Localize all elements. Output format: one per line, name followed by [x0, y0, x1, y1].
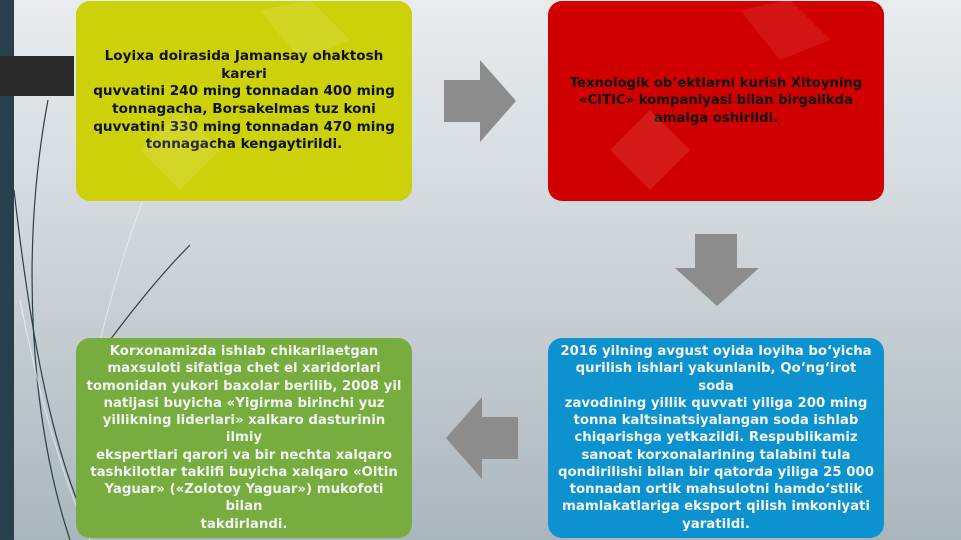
step-3-text: 2016 yilning avgust oyida loyiha bo‘yicha qurilish ishlari yakunlanib, Qo‘ng‘irot soda zavodining yillik quvvati yiliga 200 ming tonna kaltsinatsiyalangan soda ishlab chiqarishga yetkazildi. Respublikamiz sanoat korxonalarining talabini tula qondirilishi bilan bir qatorda yiliga 25 000 tonnadan ortik mahsulotni hamdo‘stlik mamlakatlariga eksport qilish imkoniyati yaratildi. — [558, 343, 874, 532]
step-4-box — [76, 338, 412, 538]
step-2-text: Texnologik ob’ektlarni kurish Xitoyning «CITIC» kompaniyasi bilan birgalikda amalga oshirildi. — [569, 76, 863, 126]
arrow-left-icon — [446, 397, 518, 479]
step-3-box — [548, 338, 884, 538]
step-4-text: Korxonamizda ishlab chikarilaetgan maxsuloti sifatiga chet el xaridorlari tomonidan yukori baxolar berilib, 2008 yil natijasi buyicha «Yigirma birinchi yuz yillikning liderlari» xalkaro dasturinin ilmiy ekspertlari qarori va bir nechta xalqaro tashkilotlar taklifi buyicha xalqaro «Oltin Yaguar» («Zolotoy Yaguar») mukofoti bilan takdirlandi. — [86, 343, 402, 532]
arrow-right-icon — [444, 60, 516, 142]
slide-tab — [0, 56, 74, 96]
step-1-box — [76, 1, 412, 201]
step-2-box — [548, 1, 884, 201]
arrow-down-icon — [675, 234, 759, 306]
step-1-text: Loyixa doirasida Jamansay ohaktosh kareri quvvatini 240 ming tonnadan 400 ming tonnagacha, Borsakelmas tuz koni quvvatini 330 ming tonnadan 470 ming tonnagacha kengaytirildi. — [93, 47, 395, 153]
